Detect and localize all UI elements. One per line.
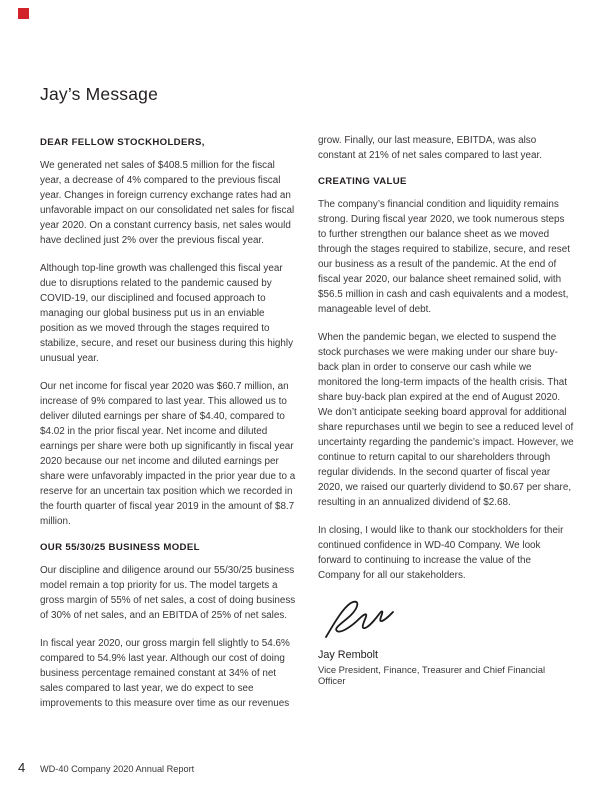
page-footer xyxy=(0,760,614,780)
signature-image xyxy=(320,597,412,645)
signatory-title: Vice President, Finance, Treasurer and Chief Financial Officer xyxy=(318,664,546,686)
content-columns xyxy=(40,133,574,724)
section-heading-stockholders: DEAR FELLOW STOCKHOLDERS, xyxy=(40,137,205,148)
paragraph: When the pandemic began, we elected to suspend the stock purchases we were making under our share buy-back plan in order to conserve our cash while we monitored the long-term impacts of the health crisis. That share buy-back plan expired at the end of August 2020. We don’t anticipate seeking board approval for additional share repurchases until we begin to see a reduced level of uncertainty regarding the pandemic’s impact. However, we continue to return capital to our shareholders through regular dividends. In the second quarter of fiscal year 2020, we raised our quarterly dividend to $0.67 per share, resulting in an annualized dividend of $2.68. xyxy=(318,332,574,508)
paragraph: Although top-line growth was challenged this fiscal year due to disruptions related to the pandemic caused by COVID-19, our disciplined and focused approach to managing our global business put us in an enviable position as we moved through the stages required to stabilize, secure, and reset our business during this highly unusual year. xyxy=(40,263,294,364)
section-heading-business-model: OUR 55/30/25 BUSINESS MODEL xyxy=(40,542,200,553)
page-number: 4 xyxy=(18,760,26,775)
paragraph: Our discipline and diligence around our 55/30/25 business model remain a top priority for us. The model targets a gross margin of 55% of net sales, a cost of doing business of 30% of net sales, and an EBITDA of 25% of net sales. xyxy=(40,565,296,621)
right-column xyxy=(318,133,574,724)
section-heading-creating-value: CREATING VALUE xyxy=(318,176,407,187)
paragraph: In fiscal year 2020, our gross margin fell slightly to 54.6% compared to 54.9% last year. Although our cost of doing business percentage remained constant at 34% of net sales compared to last year, we do expect to see improvements to this measure over time as our revenues xyxy=(40,638,290,709)
paragraph: The company’s financial condition and liquidity remains strong. During fiscal year 2020, we took numerous steps to further strengthen our balance sheet as we moved through the stages required to stabilize, secure, and reset our business as a result of the pandemic. At the end of fiscal year 2020, our balance sheet remained solid, with $56.5 million in cash and cash equivalents and a modest, manageable level of debt. xyxy=(318,199,570,315)
page-title: Jay’s Message xyxy=(40,84,159,104)
paragraph: grow. Finally, our last measure, EBITDA, was also constant at 21% of net sales compared to last year. xyxy=(318,135,542,161)
paragraph: In closing, I would like to thank our stockholders for their continued confidence in WD-40 Company. We look forward to continuing to increase the value of the Company for all our stakeholders. xyxy=(318,525,564,581)
report-title: WD-40 Company 2020 Annual Report xyxy=(40,764,195,774)
signature-block xyxy=(318,597,574,686)
paragraph: Our net income for fiscal year 2020 was $60.7 million, an increase of 9% compared to last year. This allowed us to deliver diluted earnings per share of $4.40, compared to $4.02 in the prior fiscal year. Net income and diluted earnings per share were both up significantly in fiscal year 2020 because our net income and diluted earnings per share were unfavorably impacted in the prior year due to a reserve for an uncertain tax position which we recorded in the fourth quarter of fiscal year 2019 in the amount of $8.7 million. xyxy=(40,381,296,527)
paragraph: We generated net sales of $408.5 million for the fiscal year, a decrease of 4% compared to the previous fiscal year. Changes in foreign currency exchange rates had an unfavorable impact on our consolidated net sales for fiscal year 2020. On a constant currency basis, net sales would have declined just 2% over the previous fiscal year. xyxy=(40,160,295,246)
brand-mark-square xyxy=(18,8,29,19)
left-column xyxy=(40,133,296,724)
signatory-name: Jay Rembolt xyxy=(318,649,379,661)
